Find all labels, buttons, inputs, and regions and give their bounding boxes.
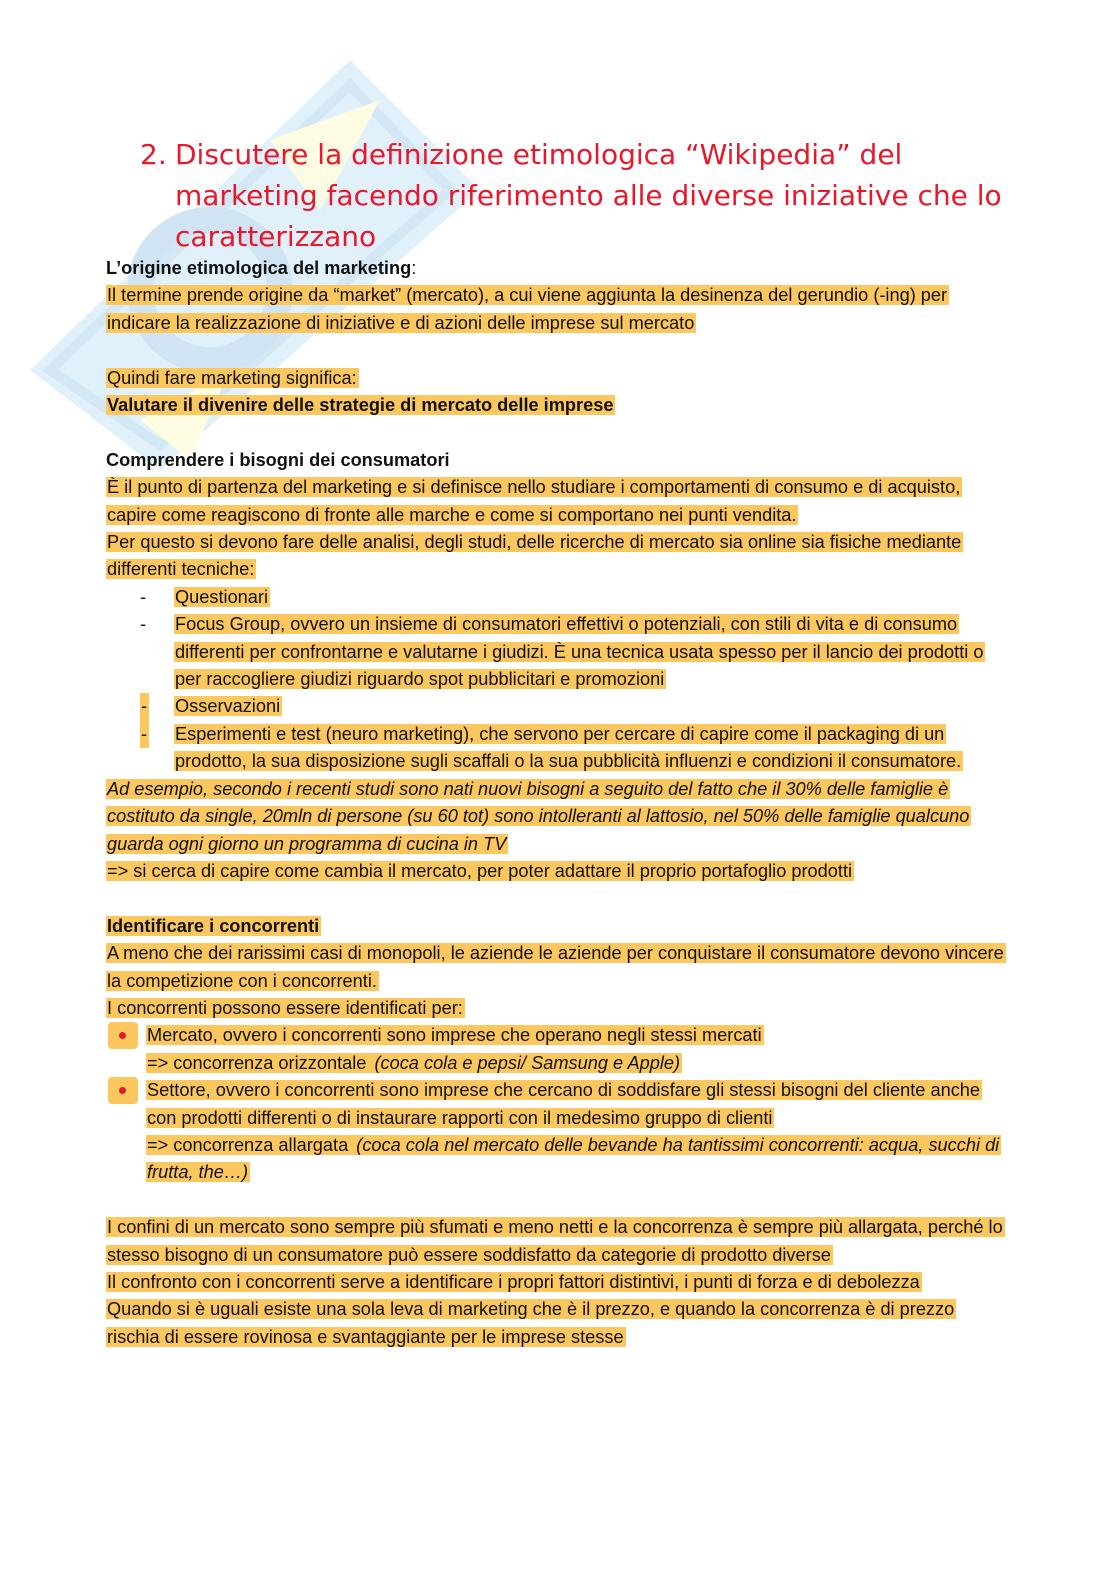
valutare-line: Valutare il divenire delle strategie di mercato delle imprese [107,395,614,416]
origin-heading: L’origine etimologica del marketing: [106,258,417,278]
list-item: - Focus Group, ovvero un insieme di consumatori effettivi o potenziali, con stili di vita e di consumo differenti per confrontarne e valutarne i giudizi. È una tecnica usata spesso per il lancio dei prodotti o per raccogliere giudizi riguardo spot pubblicitari e promozioni [140,614,984,690]
concorrenti-paragraph-1: A meno che dei rarissimi casi di monopoli, le aziende le aziende per conquistare il consumatore devono vincere la competizione con i concorrenti. [107,943,1004,991]
bullet-item-mercato: Mercato, ovvero i concorrenti sono imprese che operano negli stessi mercati => concorrenza orizzontale (coca cola e pepsi/ Samsung e Apple) [106,1022,1006,1077]
bullet-icon [108,1022,138,1049]
conclusion-line: => si cerca di capire come cambia il mercato, per poter adattare il proprio portafoglio prodotti [107,860,853,881]
bullet-icon [108,1077,138,1104]
confronto-paragraph: Il confronto con i concorrenti serve a identificare i propri fattori distintivi, i punti di forza e di debolezza [107,1271,920,1292]
quindi-line: Quindi fare marketing significa: [107,367,357,388]
question-text: Discutere la definizione etimologica “Wikipedia” del marketing facendo riferimento alle diverse iniziative che lo caratterizzano [175,138,1002,253]
bisogni-heading: Comprendere i bisogni dei consumatori [106,449,450,470]
prezzo-paragraph: Quando si è uguali esiste una sola leva di marketing che è il prezzo, e quando la concorrenza è di prezzo rischia di essere rovinosa e svantaggiante per le imprese stesse [107,1299,955,1347]
list-item: - Questionari [140,586,269,607]
bisogni-paragraph-1: È il punto di partenza del marketing e si definisce nello studiare i comportamenti di consumo e di acquisto, capire come reagiscono di fronte alle marche e come si comportano nei punti vendita. [107,477,961,525]
document-body [106,255,1006,1351]
concorrenti-heading: Identificare i concorrenti [107,915,320,936]
bullet-item-settore: Settore, ovvero i concorrenti sono imprese che cercano di soddisfare gli stessi bisogni del cliente anche con prodotti differenti o di instaurare rapporti con il medesimo gruppo di clienti => concorrenza allargata (coca cola nel mercato delle bevande ha tantissimi concorrenti: acqua, succhi di frutta, the…) [106,1077,1006,1187]
example-paragraph: Ad esempio, secondo i recenti studi sono nati nuovi bisogni a seguito del fatto che il 30% delle famiglie è costituto da single, 20mln di persone (su 60 tot) sono intolleranti al lattosio, nel 50% delle famiglie qualcuno guarda ogni giorno un programma di cucina in TV [107,778,970,854]
list-item: - Osservazioni [106,693,1006,720]
confini-paragraph: I confini di un mercato sono sempre più sfumati e meno netti e la concorrenza è sempre più allargata, perché lo stesso bisogno di un consumatore può essere soddisfatto da categorie di prodotto diverse [107,1217,1003,1265]
question-heading [140,134,1020,257]
concorrenti-paragraph-2: I concorrenti possono essere identificati per: [107,997,463,1018]
origin-title: L’origine etimologica del marketing [106,258,412,278]
bisogni-paragraph-2: Per questo si devono fare delle analisi, degli studi, delle ricerche di mercato sia online sia fisiche mediante differenti tecniche: [107,532,962,580]
origin-paragraph: Il termine prende origine da “market” (mercato), a cui viene aggiunta la desinenza del gerundio (-ing) per indicare la realizzazione di iniziative e di azioni delle imprese sul mercato [107,285,948,333]
question-number: 2. [140,138,167,171]
list-item: - Esperimenti e test (neuro marketing), che servono per cercare di capire come il packaging di un prodotto, la sua disposizione sugli scaffali o la sua pubblicità influenzi e condizioni il consumatore. [106,721,1006,776]
